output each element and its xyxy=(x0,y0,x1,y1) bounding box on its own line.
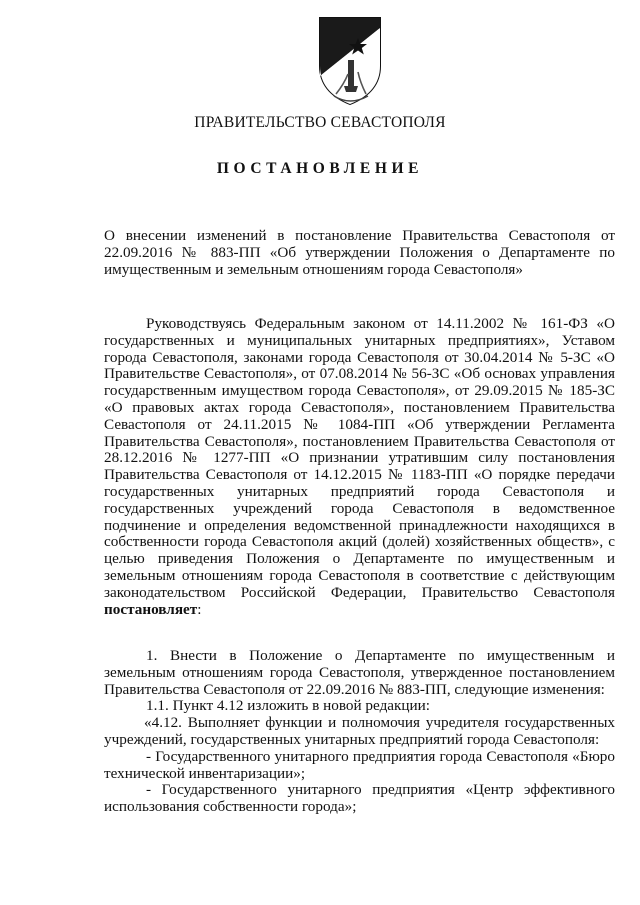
document-body xyxy=(104,648,615,816)
preamble-text: Руководствуясь Федеральным законом от 14.11.2002 № 161-ФЗ «О государственных и муниципальных унитарных предприятиях», Уставом города Севастополя, законами города Севастополя от 30.04.2014 № 5-ЗС «О Правительстве Севастополя», от 07.08.2014 № 56-ЗС «Об основах управления государственным имуществом города Севастополя», от 29.09.2015 № 185-ЗС «О правовых актах города Севастополя», постановлением Правительства Севастополя от 24.11.2015 № 1084-ПП «Об утверждении Регламента Правительства Севастополя», постановлением Правительства Севастополя от 28.12.2016 № 1277-ПП «О признании утратившим силу постановления Правительства Севастополя от 14.12.2015 № 1183-ПП «О порядке передачи государственных унитарных предприятий города Севастополя и государственных учреждений города Севастополя в ведомственное подчинение и определения ведомственной принадлежности находящихся в собственности города Севастополя акций (долей) хозяйственных обществ», с целью приведения Положения о Департаменте по имущественным и земельным отношениям города Севастополя в соответствие с действующим законодательством Российской Федерации, Правительство Севастополя xyxy=(104,315,615,601)
preamble-tail: : xyxy=(197,600,202,618)
item-1: 1. Внести в Положение о Департаменте по имущественным и земельным отношениям города Севастополя, утвержденное постановлением Правительства Севастополя от 22.09.2016 № 883-ПП, следующие изменения: xyxy=(104,647,615,698)
list-item-center: - Государственного унитарного предприятия «Центр эффективного использования собственности города»; xyxy=(104,781,615,816)
item-1-1: 1.1. Пункт 4.12 изложить в новой редакции: xyxy=(146,697,431,715)
list-item-bti: - Государственного унитарного предприятия города Севастополя «Бюро технической инвентаризации»; xyxy=(104,747,615,782)
government-title: ПРАВИТЕЛЬСТВО СЕВАСТОПОЛЯ xyxy=(194,114,446,131)
document-subject: О внесении изменений в постановление Правительства Севастополя от 22.09.2016 № 883-ПП «Об утверждении Положения о Департаменте по имущественным и земельным отношениям города Севастополя» xyxy=(104,227,615,278)
preamble-keyword: постановляет xyxy=(104,600,198,618)
preamble-paragraph xyxy=(104,316,615,618)
document-type-title: ПОСТАНОВЛЕНИЕ xyxy=(216,160,424,177)
item-4-12: «4.12. Выполняет функции и полномочия учредителя государственных учреждений, государственных унитарных предприятий города Севастополя: xyxy=(104,714,615,748)
sevastopol-coat-of-arms-icon xyxy=(314,14,386,106)
